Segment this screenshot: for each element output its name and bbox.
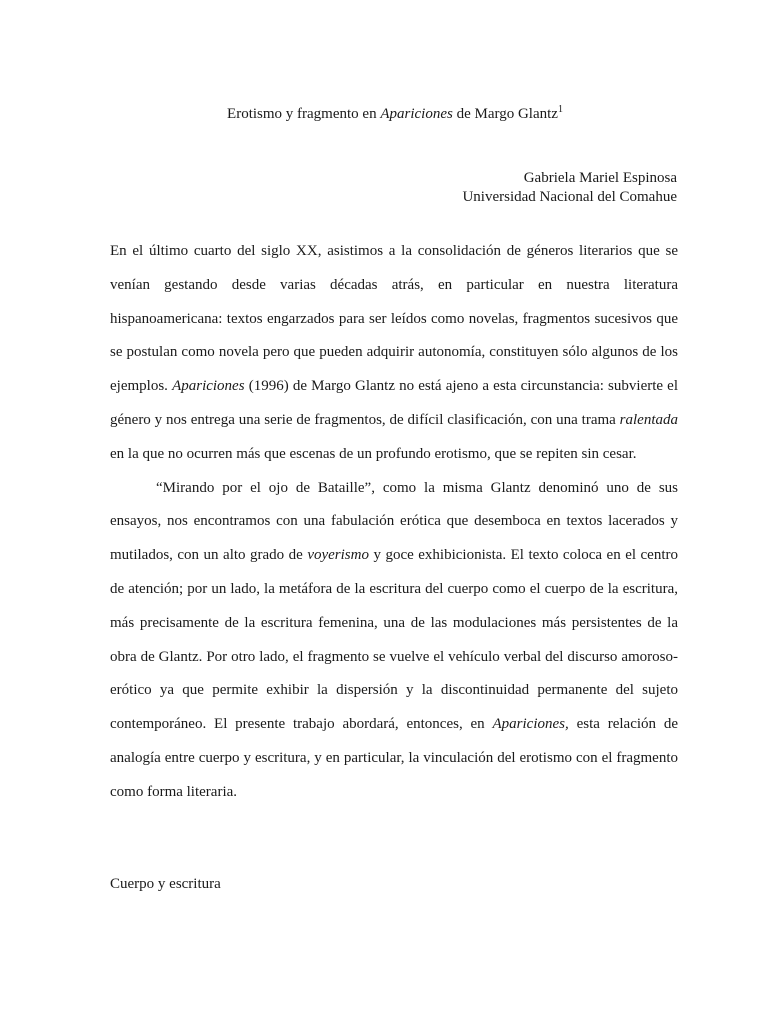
title-book-name: Apariciones [380, 106, 453, 122]
paragraph-2-part-2: y goce exhibicionista. El texto coloca en el centro de atención; por un lado, la metáfora de la escritura del cuerpo como el cuerpo de la escritura, más precisamente de la escritura femenina, una de las modulaciones más persistentes de la obra de Glantz. Por otro lado, el fragmento se vuelve el vehículo verbal del discurso amoroso-erótico ya que permite exhibir la dispersión y la discontinuidad permanente del sujeto contemporáneo. El presente trabajo abordará, entonces, en [110, 547, 678, 733]
paragraph-2-part-1: “Mirando por el ojo de Bataille”, como la misma Glantz denominó uno de sus ensayos, nos encontramos con una fabulación erótica que desemboca en textos lacerados y mutilados, con un alto grado de [110, 479, 678, 564]
section-heading: Cuerpo y escritura [110, 876, 221, 892]
author-name: Gabriela Mariel Espinosa [523, 170, 677, 186]
body-text [110, 235, 678, 810]
paragraph-2-part-3: esta relación de analogía entre cuerpo y escritura, y en particular, la vinculación del erotismo con el fragmento como forma literaria. [110, 716, 679, 800]
paragraph-1-italic-2: ralentada [619, 411, 678, 428]
title-suffix: de Margo Glantz [452, 106, 558, 122]
author-block [462, 169, 677, 207]
paragraph-1-part-2: (1996) de Margo Glantz no está ajeno a esta circunstancia: subvierte el género y nos entrega una serie de fragmentos, de difícil clasificación, con una trama [110, 378, 679, 428]
paragraph-1 [110, 235, 678, 472]
paragraph-1-italic-1: Apariciones [172, 378, 245, 395]
document-title [0, 104, 768, 124]
paragraph-2 [110, 472, 678, 810]
paragraph-2-italic-1: voyerismo [307, 547, 369, 564]
footnote-mark[interactable]: 1 [557, 104, 563, 115]
paragraph-2-italic-2: Apariciones, [492, 716, 569, 733]
paragraph-1-part-1: En el último cuarto del siglo XX, asistimos a la consolidación de géneros literarios que se venían gestando desde varias décadas atrás, en particular en nuestra literatura hispanoamericana: textos engarzados para ser leídos como novelas, fragmentos sucesivos que se postulan como novela pero que pueden adquirir autonomía, constituyen sólo algunos de los ejemplos. [110, 243, 678, 395]
title-prefix: Erotismo y fragmento en [227, 106, 381, 122]
paragraph-1-part-3: en la que no ocurren más que escenas de un profundo erotismo, que se repiten sin cesar. [110, 445, 637, 462]
author-affiliation: Universidad Nacional del Comahue [462, 189, 677, 205]
